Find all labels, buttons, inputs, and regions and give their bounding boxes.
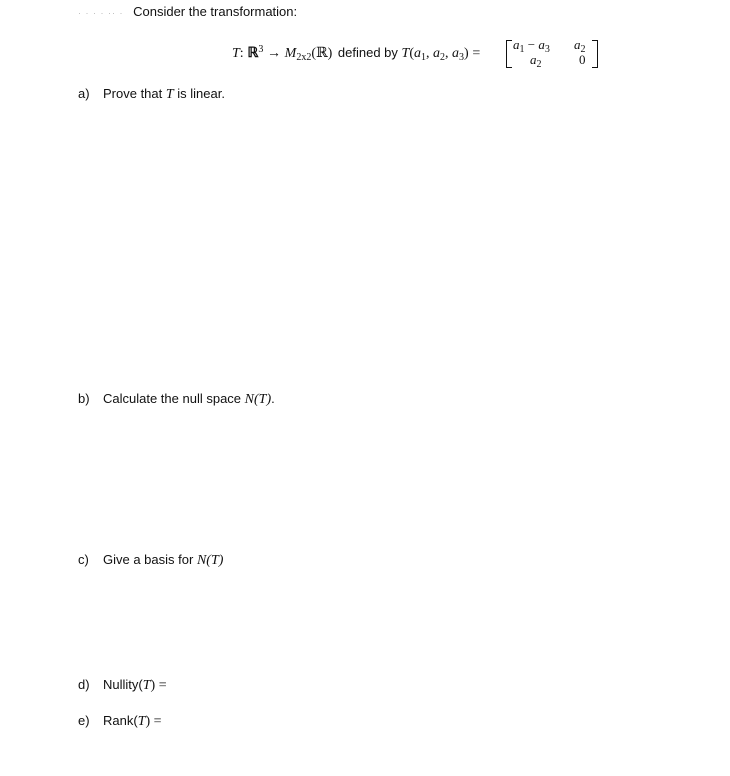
matrix-r1c2: $a_2$ — [574, 37, 586, 55]
codomain: M — [284, 46, 297, 61]
faint-mark: · · · · ·· · — [78, 8, 124, 18]
transformation-definition: T: ℝ$^3$ → $M_{2x2}(ℝ)$ defined by $T(a_1$, $a_2$, $a_3$) = — [232, 44, 481, 63]
question-label: c) — [78, 552, 89, 567]
domain: ℝ — [247, 46, 259, 61]
matrix-r2c1: $a_2$ — [530, 52, 542, 70]
arrow: → — [267, 46, 282, 61]
question-e: e) Rank(T) = — [78, 713, 162, 729]
question-a: a) Prove that T is linear. — [78, 86, 225, 102]
question-label: e) — [78, 713, 90, 728]
question-b: b) Calculate the null space N(T). — [78, 391, 275, 407]
question-label: b) — [78, 391, 90, 406]
result-matrix — [504, 37, 600, 71]
intro-line — [78, 4, 297, 19]
matrix-r1c1: $a_1 - a_3$ — [513, 37, 550, 55]
question-label: a) — [78, 86, 90, 101]
question-c: c) Give a basis for N(T) — [78, 552, 224, 568]
right-bracket — [592, 40, 598, 68]
left-bracket — [506, 40, 512, 68]
question-label: d) — [78, 677, 90, 692]
defined-by-text: defined by — [337, 45, 398, 60]
equals-sign: = — [472, 46, 481, 61]
question-d: d) Nullity(T) = — [78, 677, 167, 693]
map-symbol: T — [232, 46, 240, 61]
matrix-r2c2: 0 — [579, 52, 586, 67]
intro-text: Consider the transformation: — [133, 4, 298, 19]
